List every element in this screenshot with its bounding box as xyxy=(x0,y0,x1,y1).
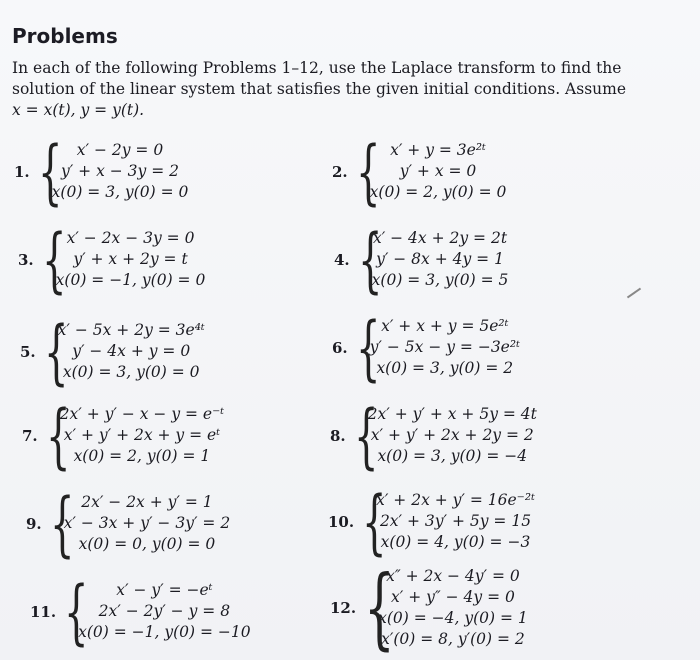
problem-number: 7. xyxy=(22,426,38,445)
equation-system xyxy=(378,566,528,650)
initial-conditions: x(0) = 2, y(0) = 1 xyxy=(73,447,211,465)
initial-conditions: x(0) = 4, y(0) = −3 xyxy=(380,533,531,551)
intro-line-1: In each of the following Problems 1–12, use the Laplace transform to find the xyxy=(12,59,622,77)
equation: x′ + 2x + y′ = 16e⁻²ᵗ xyxy=(376,491,535,509)
initial-conditions: x(0) = 3, y(0) = 2 xyxy=(376,359,514,377)
brace-icon: { xyxy=(353,394,379,477)
initial-conditions: x(0) = 3, y(0) = 0 xyxy=(62,363,200,381)
equation-system xyxy=(60,404,224,467)
equation: y′ − 4x + y = 0 xyxy=(72,342,191,360)
brace-icon: { xyxy=(37,130,63,213)
equation-system xyxy=(78,580,251,643)
initial-conditions: x(0) = 3, y(0) = −4 xyxy=(377,447,528,465)
problem-11 xyxy=(30,570,251,653)
brace-icon: { xyxy=(362,480,387,563)
equation-system xyxy=(372,228,509,291)
equation-system xyxy=(58,320,205,383)
brace-icon: { xyxy=(43,310,69,393)
brace-icon: { xyxy=(41,218,67,301)
brace-icon: { xyxy=(355,130,381,213)
problem-number: 12. xyxy=(330,599,357,617)
brace-icon: { xyxy=(364,556,395,659)
brace-icon: { xyxy=(355,306,381,389)
equation: x′ − 2x − 3y = 0 xyxy=(66,229,195,247)
intro-line-2: solution of the linear system that satisfies the given initial conditions. Assume xyxy=(12,80,627,98)
initial-conditions: x(0) = 0, y(0) = 0 xyxy=(78,535,216,553)
problem-number: 1. xyxy=(14,162,30,181)
pen-mark xyxy=(627,288,641,299)
initial-conditions: x(0) = 3, y(0) = 5 xyxy=(371,271,509,289)
section-heading: Problems xyxy=(12,24,118,48)
problem-4 xyxy=(334,218,509,301)
equation: x′ − 3x + y′ − 3y′ = 2 xyxy=(63,514,231,532)
brace-icon: { xyxy=(49,482,75,565)
equation: x′ + y′ + 2x + 2y = 2 xyxy=(370,426,534,444)
equation-system xyxy=(370,140,507,203)
equation: y′ − 5x − y = −3e²ᵗ xyxy=(369,338,520,356)
equation: x′ + x + y = 5e²ᵗ xyxy=(381,317,509,335)
problem-1 xyxy=(14,130,189,213)
problem-number: 5. xyxy=(20,342,36,361)
problem-number: 6. xyxy=(332,338,348,357)
equation: x′ + y″ − 4y = 0 xyxy=(391,588,515,606)
problem-number: 8. xyxy=(330,426,346,445)
problem-number: 2. xyxy=(332,162,348,181)
instructions-paragraph xyxy=(12,58,684,121)
equation: 2x′ − 2y′ − y = 8 xyxy=(98,602,231,620)
equation-system xyxy=(56,228,206,291)
initial-conditions: x(0) = 2, y(0) = 0 xyxy=(369,183,507,201)
problem-3 xyxy=(18,218,206,301)
equation: 2x′ − 2x + y′ = 1 xyxy=(81,493,213,511)
equation-system xyxy=(368,404,537,467)
problem-number: 9. xyxy=(26,514,42,533)
brace-icon: { xyxy=(45,394,71,477)
problem-9 xyxy=(26,482,231,565)
problem-6 xyxy=(332,306,520,389)
initial-conditions: x′(0) = 8, y′(0) = 2 xyxy=(381,630,525,648)
equation-system xyxy=(376,490,535,553)
problem-number: 10. xyxy=(328,512,355,531)
problem-number: 11. xyxy=(30,602,57,621)
equation: 2x′ + y′ − x − y = e⁻ᵗ xyxy=(59,405,225,423)
problem-10 xyxy=(328,480,535,563)
equation: y′ + x + 2y = t xyxy=(73,250,188,268)
equation: 2x′ + 3y′ + 5y = 15 xyxy=(379,512,532,530)
equation: x′ + y′ + 2x + y = eᵗ xyxy=(63,426,221,444)
equation-system xyxy=(52,140,189,203)
problem-number: 3. xyxy=(18,250,34,269)
problem-5 xyxy=(20,310,205,393)
initial-conditions: x(0) = −1, y(0) = −10 xyxy=(78,623,251,641)
equation: x″ + 2x − 4y′ = 0 xyxy=(386,567,520,585)
equation: 2x′ + y′ + x + 5y = 4t xyxy=(367,405,537,423)
equation-system xyxy=(64,492,231,555)
initial-conditions: x(0) = 3, y(0) = 0 xyxy=(51,183,189,201)
brace-icon: { xyxy=(357,218,383,301)
equation: y′ − 8x + 4y = 1 xyxy=(376,250,504,268)
problem-7 xyxy=(22,394,225,477)
equation: y′ + x = 0 xyxy=(399,162,477,180)
brace-icon: { xyxy=(64,570,89,653)
equation-system xyxy=(370,316,520,379)
equation: y′ + x − 3y = 2 xyxy=(60,162,180,180)
equation: x′ + y = 3e²ᵗ xyxy=(390,141,486,159)
problem-12 xyxy=(330,556,528,659)
initial-conditions: x(0) = −1, y(0) = 0 xyxy=(55,271,206,289)
equation: x′ − 5x + 2y = 3e⁴ᵗ xyxy=(57,321,205,339)
equation: x′ − 4x + 2y = 2t xyxy=(372,229,508,247)
equation: x′ − y′ = −eᵗ xyxy=(116,581,213,599)
problem-number: 4. xyxy=(334,250,350,269)
equation: x′ − 2y = 0 xyxy=(76,141,164,159)
problem-8 xyxy=(330,394,537,477)
intro-line-3: x = x(t), y = y(t). xyxy=(12,101,145,119)
initial-conditions: x(0) = −4, y(0) = 1 xyxy=(378,609,528,627)
problem-2 xyxy=(332,130,507,213)
